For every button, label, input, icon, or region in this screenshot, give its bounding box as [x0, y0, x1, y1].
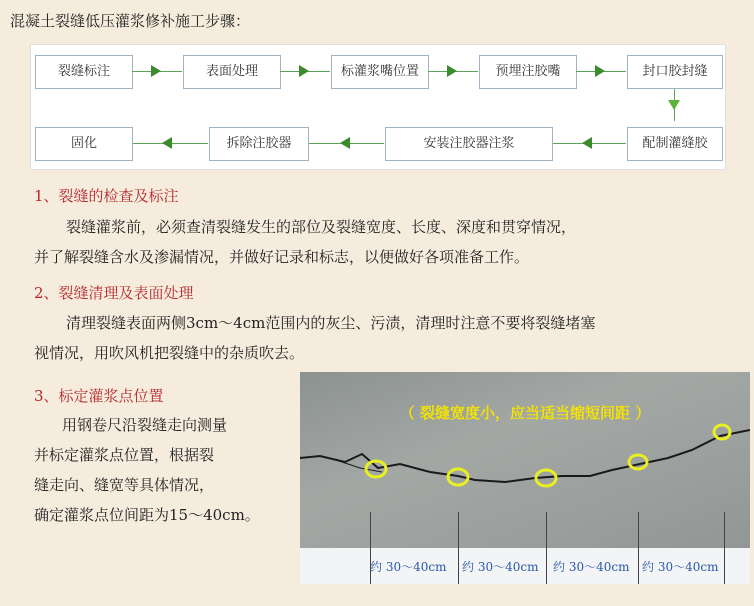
section-text-2: 清理裂缝表面两侧3cm～4cm范围内的灰尘、污渍，清理时注意不要将裂缝堵塞	[66, 314, 596, 332]
flow-step-9: 固化	[35, 127, 133, 161]
flow-arrow-right-icon	[595, 65, 605, 77]
measure-tick	[546, 512, 547, 584]
distance-label: 约 30～40cm	[553, 560, 630, 574]
flow-step-7: 安装注胶器注浆	[385, 127, 553, 161]
page-title: 混凝土裂缝低压灌浆修补施工步骤：	[10, 12, 251, 30]
flow-step-1: 裂缝标注	[35, 55, 133, 89]
injection-point-marker	[629, 455, 647, 469]
measure-tick	[638, 512, 639, 584]
injection-point-marker	[366, 461, 386, 477]
section-text-1: 裂缝灌浆前，必须查清裂缝发生的部位及裂缝宽度、长度、深度和贯穿情况，	[66, 218, 577, 236]
flow-arrow-right-icon	[299, 65, 309, 77]
crack-photo	[300, 372, 750, 584]
measure-tick	[724, 512, 725, 584]
section-text-3-line4: 确定灌浆点位间距为15～40cm。	[34, 506, 260, 524]
section-text-2b: 视情况，用吹风机把裂缝中的杂质吹去。	[34, 344, 305, 362]
section-text-3-line3: 缝走向、缝宽等具体情况，	[34, 476, 215, 494]
flow-step-2: 表面处理	[183, 55, 281, 89]
distance-label: 约 30～40cm	[642, 560, 719, 574]
distance-label: 约 30～40cm	[370, 560, 447, 574]
photo-caption: （ 裂缝宽度小，应当适当缩短间距 ）	[399, 404, 651, 422]
section-text-1b: 并了解裂缝含水及渗漏情况，并做好记录和标志，以便做好各项准备工作。	[34, 248, 530, 266]
flow-arrow-left-icon	[162, 137, 172, 149]
flow-arrow-right-icon	[151, 65, 161, 77]
injection-point-marker	[714, 425, 730, 439]
flow-step-8: 拆除注胶器	[209, 127, 309, 161]
distance-label: 约 30～40cm	[462, 560, 539, 574]
section-heading-2: 2、裂缝清理及表面处理	[34, 284, 194, 302]
flow-step-3: 标灌浆嘴位置	[331, 55, 429, 89]
section-text-3-line1: 用钢卷尺沿裂缝走向测量	[62, 416, 228, 434]
flow-arrow-left-icon	[582, 137, 592, 149]
section-text-3-line2: 并标定灌浆点位置，根据裂	[34, 446, 215, 464]
flow-arrow-down-icon	[668, 100, 680, 110]
flow-arrow-right-icon	[447, 65, 457, 77]
process-flowchart	[30, 44, 726, 170]
measure-tick	[458, 512, 459, 584]
section-heading-1: 1、裂缝的检查及标注	[34, 187, 179, 205]
section-heading-3: 3、标定灌浆点位置	[34, 387, 164, 405]
flow-arrow-left-icon	[340, 137, 350, 149]
flow-step-5: 封口胶封缝	[627, 55, 723, 89]
flow-step-4: 预埋注胶嘴	[479, 55, 577, 89]
flow-step-6: 配制灌缝胶	[627, 127, 723, 161]
